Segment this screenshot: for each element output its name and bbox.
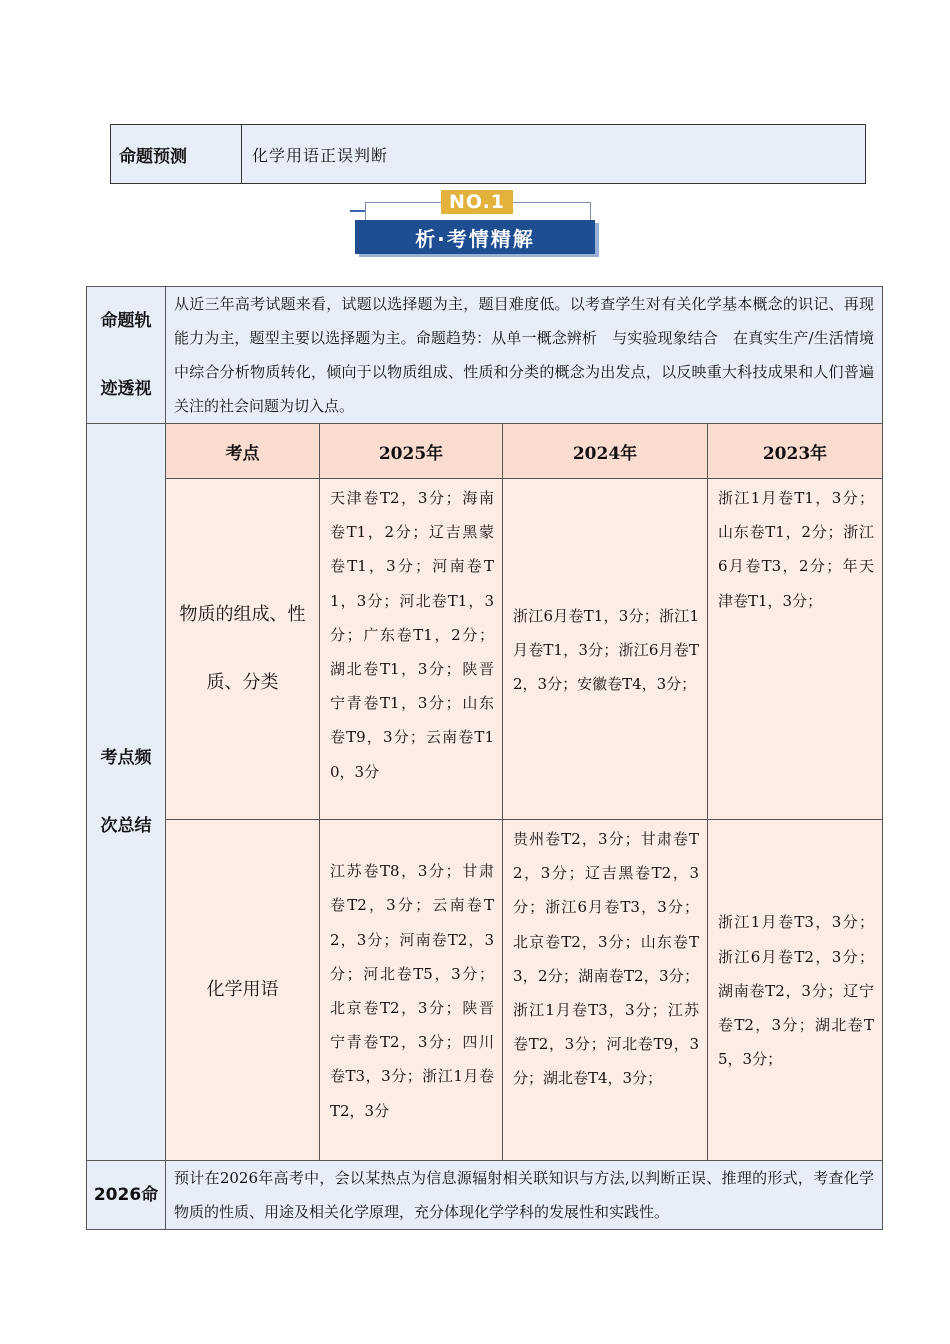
prediction-header (110, 124, 866, 184)
analysis-table (86, 286, 883, 1230)
banner-decor-line (365, 202, 366, 220)
cell-2024: 浙江6月卷T1，3分；浙江1月卷T1，3分；浙江6月卷T2，3分；安徽卷T4，3分； (503, 479, 708, 820)
forecast-row (87, 1161, 883, 1230)
prediction-label: 命题预测 (111, 125, 242, 183)
cell-2025: 江苏卷T8，3分；甘肃卷T2，3分；云南卷T2，3分；河南卷T2，3分；河北卷T5，3分；北京卷T2，3分；陕晋宁青卷T2，3分；四川卷T3，3分；浙江1月卷T2，3分 (320, 820, 503, 1161)
prediction-value: 化学用语正误判断 (252, 145, 389, 165)
column-header-2023: 2023年 (708, 424, 883, 479)
banner-decor-line (350, 210, 366, 212)
banner-title: 析·考情精解 (355, 220, 595, 254)
forecast-text: 预计在2026年高考中，会以某热点为信息源辐射相关联知识与方法,以判断正误、推理的形式，考查化学物质的性质、用途及相关化学原理，充分体现化学学科的发展性和实践性。 (166, 1161, 883, 1230)
banner-badge: NO.1 (441, 190, 513, 214)
frequency-label-line: 考点频 (100, 748, 152, 768)
table-row (87, 479, 883, 820)
section-banner (345, 188, 605, 260)
trend-label-line: 迹透视 (100, 379, 152, 399)
cell-2025: 天津卷T2，3分；海南卷T1，2分；辽吉黑蒙卷T1，3分；河南卷T1，3分；河北卷T1，3分；广东卷T1，2分；湖北卷T1，3分；陕晋宁青卷T1，3分；山东卷T9，3分；云南卷T10，3分 (320, 479, 503, 820)
column-header-topic: 考点 (166, 424, 320, 479)
trend-text: 从近三年高考试题来看，试题以选择题为主，题目难度低。以考查学生对有关化学基本概念的识记、再现能力为主，题型主要以选择题为主。命题趋势：从单一概念辨析 与实验现象结合 在真实生产/生活情境中综合分析物质转化，倾向于以物质组成、性质和分类的概念为出发点，以反映重大科技成果和人们普遍关注的社会问题为切入点。 (166, 287, 883, 424)
column-header-2025: 2025年 (320, 424, 503, 479)
topic-cell: 化学用语 (166, 820, 320, 1161)
cell-2024: 贵州卷T2，3分；甘肃卷T2，3分；辽吉黑卷T2，3分；浙江6月卷T3，3分；北京卷T2，3分；山东卷T3，2分；湖南卷T2，3分；浙江1月卷T3，3分；江苏卷T2，3分；河北卷T9，3分；湖北卷T4，3分； (503, 820, 708, 1161)
banner-decor-line (590, 202, 591, 220)
frequency-header-row (87, 424, 883, 479)
frequency-label (87, 424, 166, 1161)
table-row (87, 820, 883, 1161)
trend-label-line: 命题轨 (100, 311, 152, 331)
trend-row (87, 287, 883, 424)
topic-cell: 物质的组成、性质、分类 (166, 479, 320, 820)
column-header-2024: 2024年 (503, 424, 708, 479)
trend-label (87, 287, 166, 424)
cell-2023: 浙江1月卷T1，3分；山东卷T1，2分；浙江6月卷T3，2分；年天津卷T1，3分； (708, 479, 883, 820)
forecast-label: 2026命 (87, 1161, 166, 1230)
cell-2023: 浙江1月卷T3，3分；浙江6月卷T2，3分；湖南卷T2，3分；辽宁卷T2，3分；湖北卷T5，3分； (708, 820, 883, 1161)
frequency-label-line: 次总结 (100, 816, 152, 836)
